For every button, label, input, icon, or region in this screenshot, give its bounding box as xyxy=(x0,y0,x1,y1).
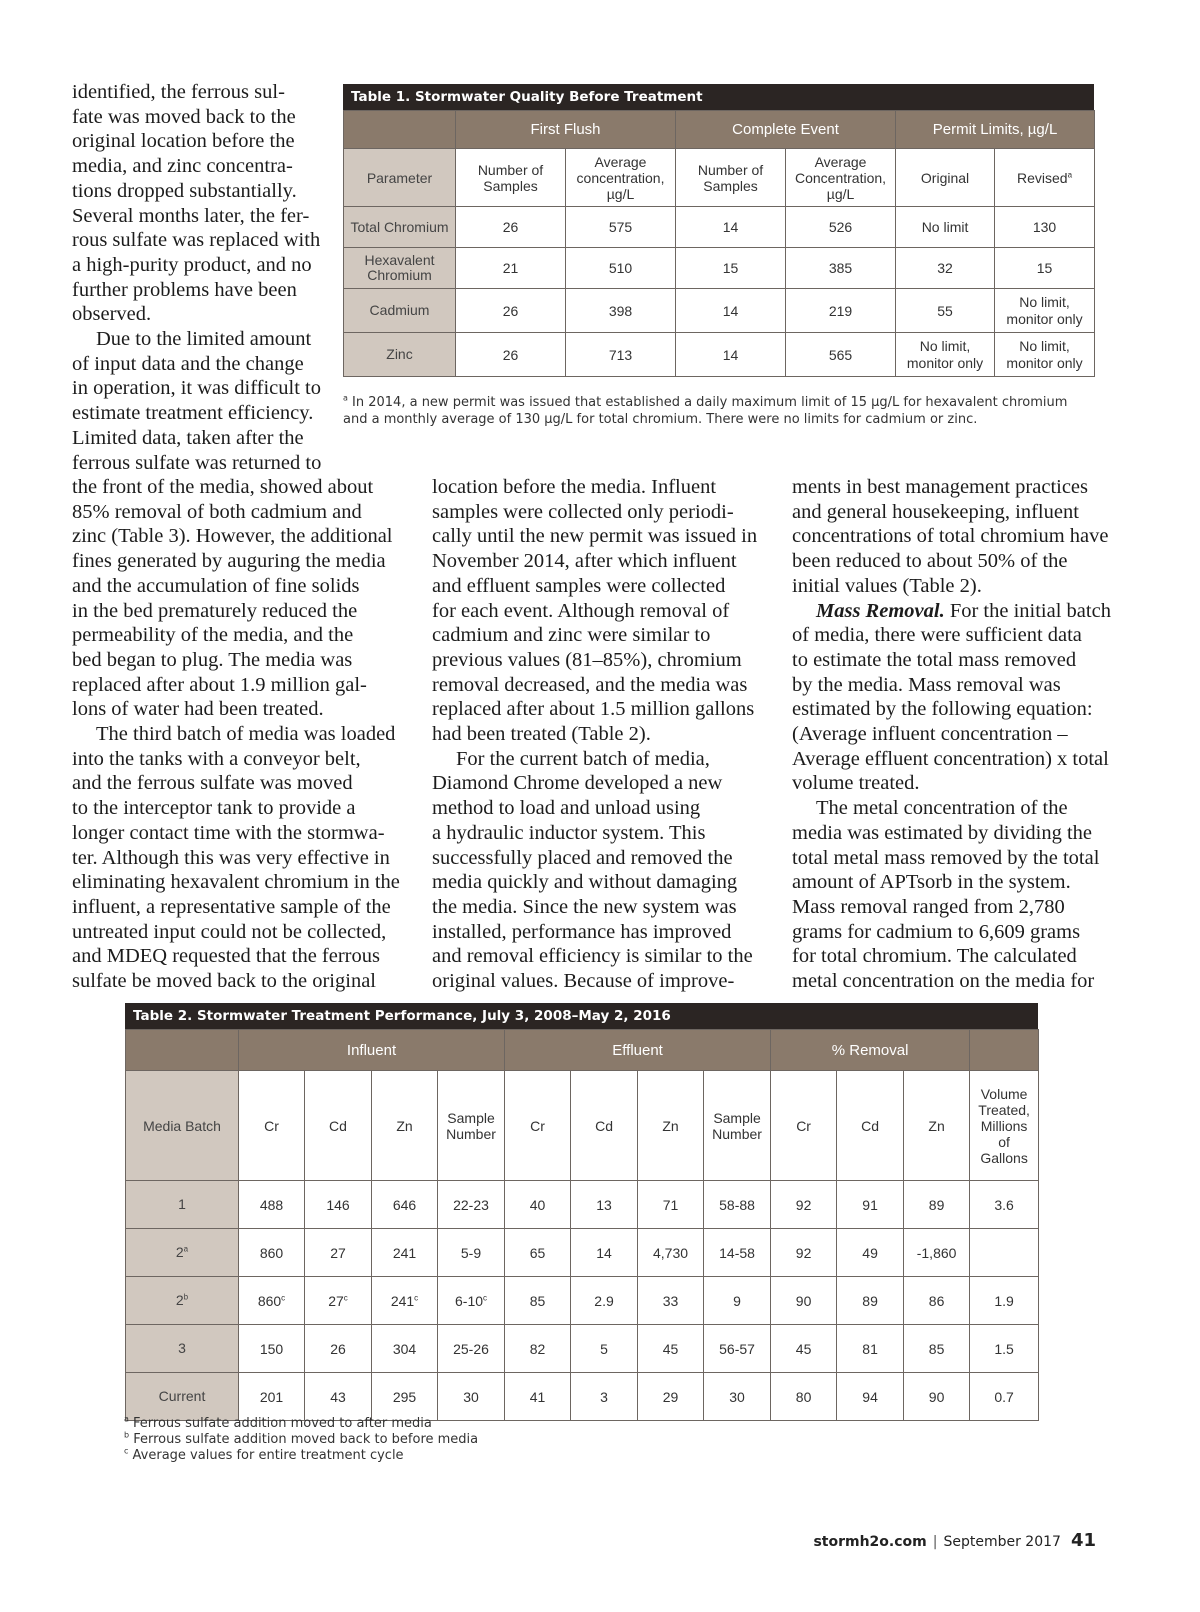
table-cell xyxy=(638,1373,704,1421)
cell-value: 860 xyxy=(259,1244,284,1261)
table-cell: 575 xyxy=(566,207,676,248)
cell-value: 1.5 xyxy=(994,1340,1014,1357)
table-cell: Cadmium xyxy=(344,289,456,333)
table-cell xyxy=(438,1229,505,1277)
cell-value: 2 xyxy=(175,1244,184,1260)
table-cell xyxy=(638,1277,704,1325)
table-2-grid xyxy=(125,1029,1039,1421)
table-cell: 15 xyxy=(995,248,1095,289)
cell-value: 81 xyxy=(862,1340,878,1357)
cell-value: 71 xyxy=(662,1196,679,1213)
table-header-row xyxy=(126,1071,1039,1181)
table-cell xyxy=(704,1277,771,1325)
table-cell xyxy=(505,1229,571,1277)
table-header-cell: Original xyxy=(896,149,995,207)
separator: | xyxy=(932,1534,938,1550)
table-cell xyxy=(505,1373,571,1421)
table-cell xyxy=(771,1277,837,1325)
table-cell xyxy=(126,1181,239,1229)
table-cell: 14 xyxy=(676,333,786,377)
table-cell xyxy=(970,1325,1039,1373)
table-cell xyxy=(571,1325,638,1373)
paragraph: ments in best management practices and general housekeeping, influent concentrations of total chromium have been reduced to about 50% of the initial values (Table 2). xyxy=(792,476,1109,597)
cell-value: 14 xyxy=(596,1244,612,1261)
table-cell xyxy=(372,1277,438,1325)
table-header-cell xyxy=(995,149,1095,207)
footnote-mark: c xyxy=(414,1292,419,1302)
table-cell xyxy=(239,1229,305,1277)
footnote-text: Ferrous sulfate addition moved back to before media xyxy=(129,1432,479,1447)
table-cell xyxy=(704,1181,771,1229)
cell-value: 56-57 xyxy=(719,1340,755,1357)
table-row xyxy=(344,333,1095,377)
table-cell xyxy=(505,1325,571,1373)
table-row xyxy=(344,207,1095,248)
table-header-cell xyxy=(970,1030,1039,1071)
cell-value: 43 xyxy=(330,1388,346,1405)
table-cell xyxy=(970,1181,1039,1229)
cell-value: 5-9 xyxy=(460,1244,482,1261)
paragraph: The metal concentration of the media was estimated by dividing the total metal mass removed by the total amount of APTsorb in the system. Mass removal ranged from 2,780 grams for cadmium to 6,609 grams for total chromium. The calculated metal concentration on the media for xyxy=(792,797,1100,993)
cell-value: 22-23 xyxy=(453,1196,489,1213)
issue-date: September 2017 xyxy=(943,1534,1061,1550)
table-header-cell: Average Concentration, µg/L xyxy=(786,149,896,207)
footnote-mark: c xyxy=(281,1292,286,1302)
table-cell: No limit, monitor only xyxy=(995,333,1095,377)
cell-value: 295 xyxy=(392,1388,417,1405)
table-cell xyxy=(837,1277,904,1325)
cell-value: 91 xyxy=(862,1196,878,1213)
cell-value: 27 xyxy=(330,1244,346,1261)
table-cell xyxy=(771,1325,837,1373)
table-header-cell: Cd xyxy=(571,1071,638,1181)
table-cell xyxy=(904,1181,970,1229)
footnote-text: Average values for entire treatment cycle xyxy=(128,1448,404,1463)
table-header-row xyxy=(344,111,1095,149)
table-cell: 21 xyxy=(456,248,566,289)
footnote-mark: c xyxy=(124,1446,129,1456)
table-cell xyxy=(771,1181,837,1229)
footnote-mark: c xyxy=(343,1292,348,1302)
table-cell xyxy=(904,1373,970,1421)
cell-value: 58-88 xyxy=(719,1196,755,1213)
table-row xyxy=(126,1373,1039,1421)
table-cell xyxy=(970,1277,1039,1325)
table-cell xyxy=(771,1373,837,1421)
footnote-mark: a xyxy=(124,1414,129,1424)
cell-value: 146 xyxy=(326,1196,350,1213)
table-header-cell: Permit Limits, µg/L xyxy=(896,111,1095,149)
cell-value: 85 xyxy=(928,1340,945,1357)
cell-value: 94 xyxy=(862,1388,878,1405)
cell-value: 2 xyxy=(175,1292,184,1308)
table-header-cell: Cr xyxy=(771,1071,837,1181)
table-header-cell: Zn xyxy=(638,1071,704,1181)
footnote-mark: b xyxy=(183,1292,189,1302)
footnote-mark: b xyxy=(124,1430,130,1440)
table-cell xyxy=(505,1181,571,1229)
paragraph: the front of the media, showed about 85% removal of both cadmium and zinc (Table 3). However, the additional fines generated by auguring the media and the accumulation of fine solids in the bed prematurely reduced the permeability of the media, and the bed began to plug. The media was replaced after about 1.9 million gal- lons of water had been treated. xyxy=(72,476,393,721)
table-cell: 130 xyxy=(995,207,1095,248)
table-cell xyxy=(571,1277,638,1325)
cell-value: Current xyxy=(158,1388,206,1404)
table-cell: 385 xyxy=(786,248,896,289)
table-row xyxy=(126,1277,1039,1325)
table-header-cell: Effluent xyxy=(505,1030,771,1071)
table-header-cell: Zn xyxy=(372,1071,438,1181)
table-header-cell: Zn xyxy=(904,1071,970,1181)
table-cell xyxy=(239,1181,305,1229)
table-cell xyxy=(837,1325,904,1373)
table-cell xyxy=(904,1229,970,1277)
cell-value: 6-10 xyxy=(455,1292,484,1309)
table-cell: 14 xyxy=(676,207,786,248)
table-header-cell: Volume Treated, Millions of Gallons xyxy=(970,1071,1039,1181)
cell-value: 150 xyxy=(259,1340,284,1357)
table-header-cell xyxy=(126,1030,239,1071)
cell-value: 65 xyxy=(529,1244,546,1261)
paragraph xyxy=(792,599,1132,797)
table-cell: No limit xyxy=(896,207,995,248)
table-cell xyxy=(904,1325,970,1373)
section-runin-heading: Mass Removal. xyxy=(816,599,945,622)
table-cell: 55 xyxy=(896,289,995,333)
page-footer xyxy=(813,1530,1096,1551)
table-cell: Hexavalent Chromium xyxy=(344,248,456,289)
table-cell: 26 xyxy=(456,333,566,377)
table-cell: 15 xyxy=(676,248,786,289)
table-cell xyxy=(239,1277,305,1325)
table-row xyxy=(126,1325,1039,1373)
table-cell xyxy=(305,1277,372,1325)
cell-value: 89 xyxy=(862,1292,878,1309)
table-header-cell: Complete Event xyxy=(676,111,896,149)
table-cell: Zinc xyxy=(344,333,456,377)
cell-value: 9 xyxy=(733,1292,741,1309)
table-cell xyxy=(837,1373,904,1421)
cell-value: 1.9 xyxy=(994,1292,1014,1309)
table-cell xyxy=(372,1373,438,1421)
table-cell xyxy=(970,1229,1039,1277)
table-header-cell: Average concentration, µg/L xyxy=(566,149,676,207)
table-cell xyxy=(704,1373,771,1421)
cell-value: 45 xyxy=(662,1340,679,1357)
table-header-cell: Cd xyxy=(837,1071,904,1181)
table-cell: Total Chromium xyxy=(344,207,456,248)
cell-value: 3 xyxy=(178,1340,186,1356)
cell-value: 4,730 xyxy=(653,1244,689,1261)
table-cell xyxy=(704,1229,771,1277)
cell-value: 82 xyxy=(529,1340,546,1357)
table-2-body xyxy=(126,1181,1039,1421)
table-cell xyxy=(239,1325,305,1373)
cell-value: 241 xyxy=(390,1292,415,1309)
table-header-cell: Cr xyxy=(505,1071,571,1181)
cell-value: 5 xyxy=(600,1340,608,1357)
table-cell: 565 xyxy=(786,333,896,377)
cell-value: 27 xyxy=(328,1292,344,1309)
table-cell: 510 xyxy=(566,248,676,289)
footnote-text: In 2014, a new permit was issued that established a daily maximum limit of 15 µg/L for hexavalent chromium and a monthly average of 130 µg/L for total chromium. There were no limits for cadmium or zinc. xyxy=(343,395,1068,427)
table-header-cell: Number of Samples xyxy=(456,149,566,207)
cell-value: 25-26 xyxy=(453,1340,489,1357)
table-cell xyxy=(904,1277,970,1325)
page-number: 41 xyxy=(1070,1530,1096,1551)
table-cell xyxy=(970,1373,1039,1421)
table-cell xyxy=(571,1229,638,1277)
table-row xyxy=(344,289,1095,333)
footnote xyxy=(124,1432,724,1448)
table-cell: 26 xyxy=(456,289,566,333)
cell-value: 201 xyxy=(259,1388,284,1405)
cell-value: 860 xyxy=(257,1292,282,1309)
cell-value: 92 xyxy=(795,1244,812,1261)
footnote-mark: a xyxy=(1067,169,1073,179)
table-header-cell: Parameter xyxy=(344,149,456,207)
table-cell: 32 xyxy=(896,248,995,289)
table-cell: 14 xyxy=(676,289,786,333)
table-cell xyxy=(438,1277,505,1325)
table-cell xyxy=(571,1181,638,1229)
table-2-title: Table 2. Stormwater Treatment Performance, July 3, 2008–May 2, 2016 xyxy=(125,1003,1038,1029)
cell-value: 3.6 xyxy=(994,1196,1014,1213)
cell-value: 85 xyxy=(529,1292,546,1309)
article-column-2 xyxy=(432,475,772,994)
table-cell xyxy=(438,1181,505,1229)
header-text: Revised xyxy=(1017,169,1068,186)
cell-value: 29 xyxy=(662,1388,679,1405)
table-cell xyxy=(372,1229,438,1277)
table-header-cell: Sample Number xyxy=(704,1071,771,1181)
table-header-row xyxy=(126,1030,1039,1071)
table-row xyxy=(126,1181,1039,1229)
site-name: stormh2o.com xyxy=(813,1534,927,1550)
cell-value: 33 xyxy=(662,1292,679,1309)
table-1-title: Table 1. Stormwater Quality Before Treatment xyxy=(343,84,1094,110)
cell-value: 89 xyxy=(928,1196,945,1213)
table-cell xyxy=(239,1373,305,1421)
table-cell xyxy=(305,1229,372,1277)
cell-value: 26 xyxy=(330,1340,346,1357)
table-2 xyxy=(125,1003,1038,1421)
cell-value: 2.9 xyxy=(594,1292,614,1309)
article-column-1 xyxy=(72,475,412,994)
table-cell xyxy=(305,1325,372,1373)
table-cell xyxy=(126,1373,239,1421)
footnote-text: Ferrous sulfate addition moved to after media xyxy=(128,1416,432,1431)
cell-value: 488 xyxy=(259,1196,284,1213)
table-cell xyxy=(837,1181,904,1229)
table-cell xyxy=(837,1229,904,1277)
cell-value: 1 xyxy=(178,1196,186,1212)
footnote-mark: a xyxy=(343,393,348,403)
table-cell: 219 xyxy=(786,289,896,333)
cell-value: 14-58 xyxy=(719,1244,755,1261)
table-header-cell: Media Batch xyxy=(126,1071,239,1181)
table-row xyxy=(126,1229,1039,1277)
footnote xyxy=(124,1448,724,1464)
table-cell: 713 xyxy=(566,333,676,377)
article-column-1-top xyxy=(72,80,334,475)
cell-value: 0.7 xyxy=(994,1388,1014,1405)
table-cell xyxy=(305,1373,372,1421)
paragraph: location before the media. Influent samples were collected only periodi- cally until the new permit was issued in November 2014, after which influent and effluent samples were collected for each event. Although removal of cadmium and zinc were similar to previous values (81–85%), chromium removal decreased, and the media was replaced after about 1.5 million gallons had been treated (Table 2). xyxy=(432,476,758,746)
cell-value: 241 xyxy=(392,1244,417,1261)
cell-value: 40 xyxy=(529,1196,546,1213)
cell-value: 3 xyxy=(600,1388,608,1405)
paragraph: Due to the limited amount of input data and the change in operation, it was difficult to estimate treatment efficiency. Limited data, taken after the ferrous sulfate was returned to xyxy=(72,328,322,474)
cell-value: 13 xyxy=(596,1196,612,1213)
cell-value: 30 xyxy=(463,1388,479,1405)
table-cell xyxy=(305,1181,372,1229)
table-1-grid xyxy=(343,110,1095,377)
cell-value: 90 xyxy=(928,1388,945,1405)
table-cell xyxy=(704,1325,771,1373)
cell-value: 80 xyxy=(795,1388,812,1405)
paragraph-text: For the initial batch of media, there were sufficient data to estimate the total mass removed by the media. Mass removal was estimated by the following equation: (Average influent concentration – Average effluent concentration) x total volume treated. xyxy=(792,599,1111,795)
cell-value: 49 xyxy=(862,1244,878,1261)
table-cell xyxy=(638,1181,704,1229)
table-cell xyxy=(126,1229,239,1277)
footnote-mark: c xyxy=(483,1292,488,1302)
table-cell: 26 xyxy=(456,207,566,248)
cell-value: 41 xyxy=(529,1388,546,1405)
table-cell xyxy=(571,1373,638,1421)
table-1 xyxy=(343,84,1094,377)
table-header-cell xyxy=(344,111,456,149)
table-cell xyxy=(771,1229,837,1277)
cell-value: 90 xyxy=(795,1292,812,1309)
table-cell xyxy=(638,1325,704,1373)
table-cell: No limit, monitor only xyxy=(995,289,1095,333)
cell-value: 92 xyxy=(795,1196,812,1213)
table-cell: 526 xyxy=(786,207,896,248)
cell-value: 86 xyxy=(928,1292,945,1309)
table-cell xyxy=(438,1373,505,1421)
table-header-row xyxy=(344,149,1095,207)
table-cell xyxy=(372,1181,438,1229)
table-cell: 398 xyxy=(566,289,676,333)
table-cell xyxy=(438,1325,505,1373)
table-header-cell: Cr xyxy=(239,1071,305,1181)
footnote xyxy=(124,1416,724,1432)
table-header-cell: Sample Number xyxy=(438,1071,505,1181)
table-header-cell: % Removal xyxy=(771,1030,970,1071)
paragraph: For the current batch of media, Diamond Chrome developed a new method to load and unload using a hydraulic inductor system. This successfully placed and removed the media quickly and without damaging the media. Since the new system was installed, performance has improved and removal efficiency is similar to the original values. Because of improve- xyxy=(432,747,753,993)
table-header-cell: Number of Samples xyxy=(676,149,786,207)
table-1-footnote xyxy=(343,394,1083,428)
table-cell xyxy=(638,1229,704,1277)
cell-value: 30 xyxy=(729,1388,745,1405)
paragraph: The third batch of media was loaded into the tanks with a conveyor belt, and the ferrous sulfate was moved to the interceptor tank to provide a longer contact time with the stormwa- ter. Although this was very effective in eliminating hexavalent chromium in the influent, a representative sample of the untreated input could not be collected, and MDEQ requested that the ferrous sulfate be moved back to the original xyxy=(72,723,400,993)
cell-value: 45 xyxy=(795,1340,812,1357)
cell-value: -1,860 xyxy=(916,1244,957,1261)
article-column-3 xyxy=(792,475,1132,994)
table-cell xyxy=(372,1325,438,1373)
table-cell: No limit, monitor only xyxy=(896,333,995,377)
table-header-cell: Cd xyxy=(305,1071,372,1181)
table-cell xyxy=(126,1325,239,1373)
cell-value: 646 xyxy=(392,1196,417,1213)
table-cell xyxy=(126,1277,239,1325)
footnote-mark: a xyxy=(183,1244,189,1254)
table-row xyxy=(344,248,1095,289)
cell-value: 304 xyxy=(392,1340,417,1357)
table-cell xyxy=(505,1277,571,1325)
paragraph: identified, the ferrous sul- fate was moved back to the original location before the media, and zinc concentra- tions dropped substantially. Several months later, the fer- rous sulfate was replaced with a high-purity product, and no further problems have been observed. xyxy=(72,81,321,326)
table-header-cell: Influent xyxy=(239,1030,505,1071)
table-header-cell: First Flush xyxy=(456,111,676,149)
table-2-footnotes xyxy=(124,1416,724,1464)
